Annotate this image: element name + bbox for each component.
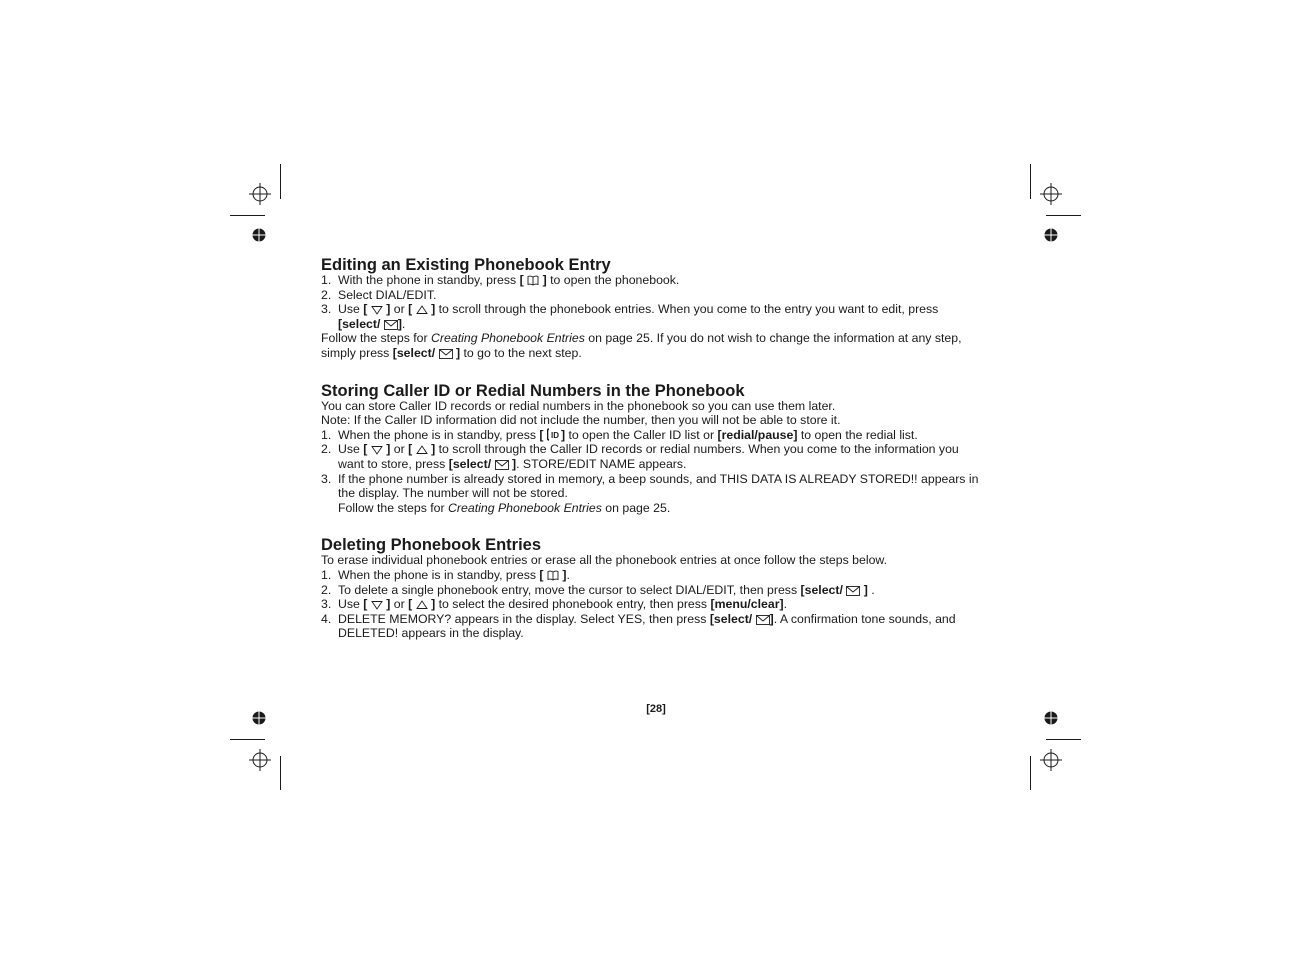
key-bracket: ] xyxy=(511,456,517,471)
registration-mark-icon xyxy=(249,749,271,771)
note-text: Follow the steps for xyxy=(338,500,449,515)
step-text: . xyxy=(867,582,875,597)
step-number: 1. xyxy=(321,273,332,287)
registration-mark-icon xyxy=(1040,749,1062,771)
step-number: 3. xyxy=(321,302,332,317)
caller-id-icon xyxy=(547,428,561,441)
note-text: on page 25. If you do not wish to change the information at any step, simply press xyxy=(321,331,962,360)
key-bracket: ] xyxy=(769,611,774,626)
step-list xyxy=(321,273,981,331)
step-text: Use xyxy=(338,302,364,317)
up-arrow-icon xyxy=(416,600,428,610)
key-bracket: ] xyxy=(397,316,402,331)
step-text: or xyxy=(390,302,409,317)
key-bracket: ] xyxy=(386,302,391,317)
note-text: Follow the steps for xyxy=(321,331,432,346)
step-text: or xyxy=(390,442,409,457)
note-text: on page 25. xyxy=(601,500,671,515)
step-text: With the phone in standby, press xyxy=(338,273,520,287)
registration-dot-icon xyxy=(252,228,266,242)
section-editing-entry xyxy=(321,255,981,361)
follow-steps-note xyxy=(321,331,981,360)
list-item xyxy=(321,302,981,331)
step-text: to open the redial list. xyxy=(797,427,918,442)
select-key-label: [select/ xyxy=(392,345,436,360)
step-text: When the phone is in standby, press xyxy=(338,427,540,442)
key-bracket: ] xyxy=(863,582,868,597)
svg-text:ID: ID xyxy=(550,430,559,440)
step-list xyxy=(321,568,981,641)
list-item xyxy=(321,612,981,641)
key-bracket: ] xyxy=(562,567,567,582)
step-number: 1. xyxy=(321,427,332,442)
key-bracket: ] xyxy=(455,345,461,360)
key-bracket: [ xyxy=(363,442,368,457)
step-text: If the phone number is already stored in memory, a beep sounds, and THIS DATA IS ALREADY STORED!! appears in the display. The number will not be stored. xyxy=(338,471,979,501)
key-bracket: ] xyxy=(431,597,436,612)
envelope-icon xyxy=(384,320,398,330)
key-bracket: ] xyxy=(431,442,436,457)
registration-mark-icon xyxy=(1040,183,1062,205)
step-text: Use xyxy=(338,597,364,612)
cross-reference: Creating Phonebook Entries xyxy=(431,331,585,346)
select-key-label: [select/ xyxy=(800,582,843,597)
step-text: or xyxy=(390,597,409,612)
envelope-icon xyxy=(495,460,509,470)
list-item xyxy=(321,583,981,598)
registration-mark-icon xyxy=(249,183,271,205)
intro-text: You can store Caller ID records or redial numbers in the phonebook so you can use them later. xyxy=(321,398,836,413)
section-storing-caller-id xyxy=(321,381,981,516)
menu-clear-key-label: [menu/clear] xyxy=(710,597,784,612)
envelope-icon xyxy=(439,349,453,359)
crop-line xyxy=(230,215,265,216)
step-text: DELETE MEMORY? appears in the display. Select YES, then press xyxy=(338,611,710,626)
intro-text: To erase individual phonebook entries or erase all the phonebook entries at once follow the steps below. xyxy=(321,553,888,568)
step-number: 1. xyxy=(321,567,332,582)
manual-page-content xyxy=(321,255,981,641)
key-bracket: ] xyxy=(431,302,436,317)
page-number: [28] xyxy=(646,703,666,715)
step-number: 2. xyxy=(321,442,332,457)
list-item xyxy=(321,428,981,443)
step-text: . xyxy=(566,567,570,582)
crop-line xyxy=(1046,739,1081,740)
list-item xyxy=(321,273,981,288)
step-text: to open the phonebook. xyxy=(546,273,680,287)
key-bracket: ] xyxy=(386,597,391,612)
step-text: Select DIAL/EDIT. xyxy=(338,287,437,302)
phonebook-icon xyxy=(547,570,559,581)
step-number: 4. xyxy=(321,611,332,626)
crop-line xyxy=(1046,215,1081,216)
step-text: To delete a single phonebook entry, move the cursor to select DIAL/EDIT, then press xyxy=(338,582,801,597)
up-arrow-icon xyxy=(416,305,428,315)
crop-line xyxy=(280,164,281,199)
down-arrow-icon xyxy=(371,305,383,315)
section-heading: Editing an Existing Phonebook Entry xyxy=(321,256,611,274)
step-text: to select the desired phonebook entry, then press xyxy=(435,597,711,612)
crop-line xyxy=(230,739,265,740)
step-text: to scroll through the phonebook entries. When you come to the entry you want to edit, press xyxy=(435,302,939,317)
step-number: 3. xyxy=(321,471,332,486)
list-item xyxy=(321,472,981,501)
key-bracket: [ xyxy=(408,442,413,457)
down-arrow-icon xyxy=(371,445,383,455)
envelope-icon xyxy=(756,615,770,625)
key-bracket: ] xyxy=(560,427,566,442)
envelope-icon xyxy=(846,586,860,596)
step-text: Use xyxy=(338,442,364,457)
key-bracket: ] xyxy=(386,442,391,457)
note-text: Note: If the Caller ID information did not include the number, then you will not be able to store it. xyxy=(321,413,841,428)
select-key-label: [select/ xyxy=(709,611,753,626)
step-text: . A confirmation tone sounds, and DELETED! appears in the display. xyxy=(338,611,956,641)
crop-line xyxy=(280,756,281,790)
list-item xyxy=(321,568,981,583)
step-text: . xyxy=(783,597,788,612)
step-text: to open the Caller ID list or xyxy=(565,427,718,442)
phonebook-icon xyxy=(527,275,539,286)
key-bracket: [ xyxy=(408,302,413,317)
key-bracket: [ xyxy=(363,597,368,612)
step-list xyxy=(321,428,981,501)
step-number: 2. xyxy=(321,287,332,302)
key-bracket: [ xyxy=(408,597,413,612)
select-key-label: [select/ xyxy=(338,316,381,331)
up-arrow-icon xyxy=(416,445,428,455)
step-text: . STORE/EDIT NAME appears. xyxy=(516,456,687,471)
key-bracket: ] xyxy=(542,273,547,287)
key-bracket: [ xyxy=(539,427,544,442)
section-heading: Storing Caller ID or Redial Numbers in the Phonebook xyxy=(321,381,745,400)
list-item xyxy=(321,597,981,612)
follow-steps-note xyxy=(321,501,981,516)
crop-line xyxy=(1030,164,1031,199)
section-deleting-entries xyxy=(321,535,981,641)
note-text: to go to the next step. xyxy=(460,345,582,360)
select-key-label: [select/ xyxy=(448,456,492,471)
step-text: When the phone is in standby, press xyxy=(338,567,540,582)
key-bracket: [ xyxy=(363,302,368,317)
section-heading: Deleting Phonebook Entries xyxy=(321,536,542,555)
redial-key-label: [redial/pause] xyxy=(717,427,798,442)
key-bracket: [ xyxy=(519,273,524,287)
step-number: 2. xyxy=(321,582,332,597)
down-arrow-icon xyxy=(371,600,383,610)
step-text: to scroll through the Caller ID records or redial numbers. When you come to the information you want to store, press xyxy=(338,442,959,471)
cross-reference: Creating Phonebook Entries xyxy=(448,500,602,515)
list-item xyxy=(321,442,981,471)
list-item xyxy=(321,288,981,303)
crop-line xyxy=(1030,756,1031,790)
step-text: . xyxy=(401,316,406,331)
key-bracket: [ xyxy=(539,567,544,582)
registration-dot-icon xyxy=(1044,228,1058,242)
step-number: 3. xyxy=(321,597,332,612)
